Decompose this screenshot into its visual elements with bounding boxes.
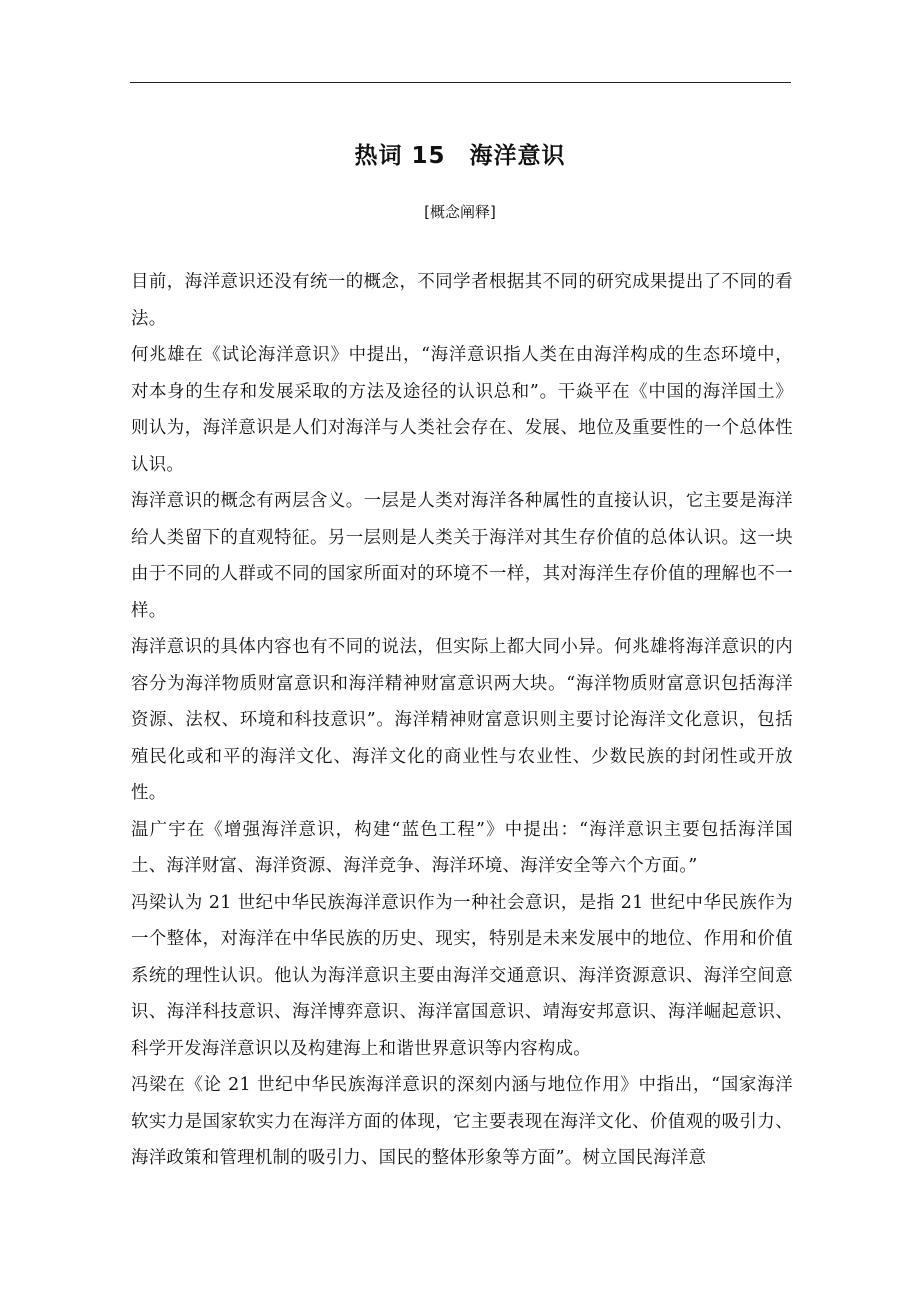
- paragraph: 海洋意识的具体内容也有不同的说法，但实际上都大同小异。何兆雄将海洋意识的内容分为海洋物质财富意识和海洋精神财富意识两大块。“海洋物质财富意识包括海洋资源、法权、环境和科技意识”。海洋精神财富意识则主要讨论海洋文化意识，包括殖民化或和平的海洋文化、海洋文化的商业性与农业性、少数民族的封闭性或开放性。: [131, 637, 793, 803]
- paragraph: 海洋意识的概念有两层含义。一层是人类对海洋各种属性的直接认识，它主要是海洋给人类留下的直观特征。另一层则是人类关于海洋对其生存价值的总体认识。这一块由于不同的人群或不同的国家所面对的环境不一样，其对海洋生存价值的理解也不一样。: [131, 491, 793, 621]
- paragraph: 目前，海洋意识还没有统一的概念，不同学者根据其不同的研究成果提出了不同的看法。: [131, 272, 793, 329]
- page-title: 热词 15 海洋意识: [354, 143, 566, 169]
- paragraph: 何兆雄在《试论海洋意识》中提出，“海洋意识指人类在由海洋构成的生态环境中，对本身的生存和发展采取的方法及途径的认识总和”。干焱平在《中国的海洋国土》则认为，海洋意识是人们对海洋与人类社会存在、发展、地位及重要性的一个总体性认识。: [131, 345, 793, 475]
- section-heading: [概念阐释]: [424, 203, 496, 221]
- body-text: [131, 264, 793, 1177]
- paragraph: 冯梁认为 21 世纪中华民族海洋意识作为一种社会意识，是指 21 世纪中华民族作为一个整体，对海洋在中华民族的历史、现实，特别是未来发展中的地位、作用和价值系统的理性认识。他认为海洋意识主要由海洋交通意识、海洋资源意识、海洋空间意识、海洋科技意识、海洋博弈意识、海洋富国意识、靖海安邦意识、海洋崛起意识、科学开发海洋意识以及构建海上和谐世界意识等内容构成。: [131, 892, 793, 1059]
- paragraph: 冯梁在《论 21 世纪中华民族海洋意识的深刻内涵与地位作用》中指出，“国家海洋软实力是国家软实力在海洋方面的体现，它主要表现在海洋文化、价值观的吸引力、海洋政策和管理机制的吸引力、国民的整体形象等方面”。树立国民海洋意: [131, 1075, 793, 1168]
- header-rule: [130, 82, 791, 83]
- paragraph: 温广宇在《增强海洋意识，构建“蓝色工程”》中提出：“海洋意识主要包括海洋国土、海洋财富、海洋资源、海洋竞争、海洋环境、海洋安全等六个方面。”: [131, 819, 793, 876]
